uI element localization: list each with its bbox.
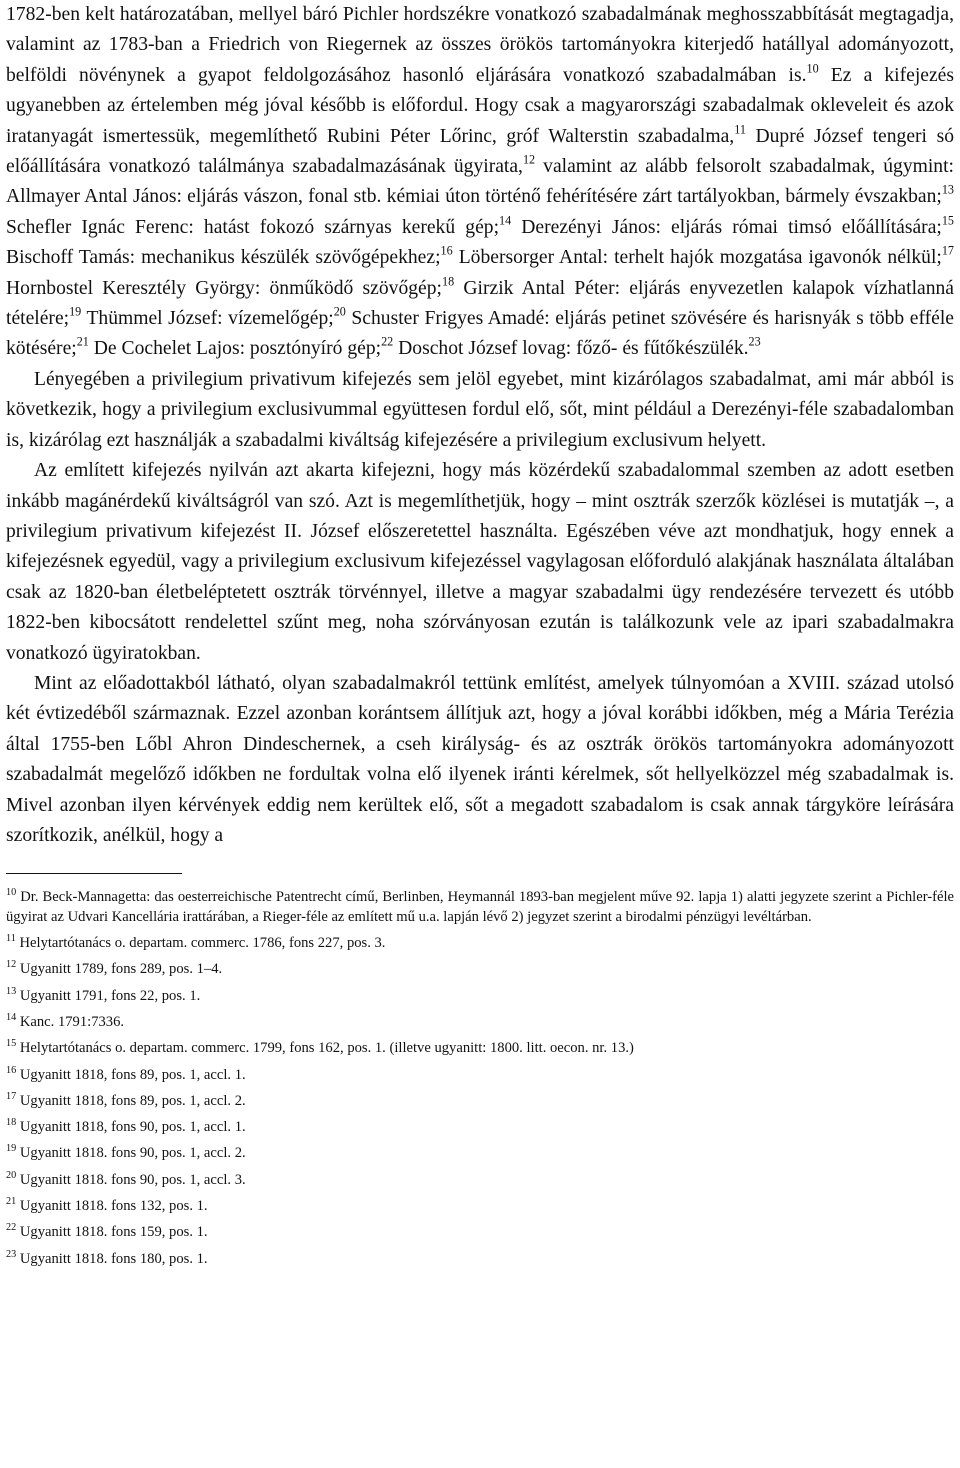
footnote — [6, 1223, 954, 1242]
footnote-ref: 15 — [941, 213, 954, 228]
footnote — [6, 1197, 954, 1216]
paragraph-text: Dupré József tengeri só előállítására vonatkozó találmánya szabadalmazásának ügyirata, — [6, 125, 954, 178]
footnote-number: 17 — [6, 1090, 17, 1102]
footnote-number: 11 — [6, 932, 16, 944]
footnote-ref: 22 — [381, 334, 394, 349]
paragraph-text: Schuster Frigyes Amadé: eljárás petinet szövésére és harisnyák s több efféle kötésére; — [6, 308, 954, 360]
footnote-number: 21 — [6, 1195, 17, 1207]
footnote-number: 13 — [6, 985, 17, 997]
footnote-text: Ugyanitt 1818. fons 90, pos. 1, accl. 2. — [16, 1145, 246, 1162]
footnote-ref: 13 — [941, 182, 954, 197]
paragraph-text: Doschot József lovag: főző- és fűtőkészülék. — [393, 338, 749, 360]
paragraph — [6, 456, 954, 669]
footnote — [6, 934, 954, 953]
footnote — [6, 1013, 954, 1032]
footnote-ref: 16 — [440, 243, 453, 258]
footnote-text: Ugyanitt 1818. fons 90, pos. 1, accl. 3. — [16, 1171, 246, 1188]
footnote-text: Ugyanitt 1818. fons 159, pos. 1. — [16, 1224, 208, 1241]
footnote-text: Ugyanitt 1791, fons 22, pos. 1. — [16, 987, 201, 1004]
footnote — [6, 1039, 954, 1058]
paragraph-text: Ez a kifejezés ugyanebben az értelemben még jóval később is előfordul. Hogy csak a magyarországi szabadalmak okleveleit és azok iratanyagát ismertessük, megemlíthető Rubini Péter Lőrinc, gróf Walterstin szabadalma, — [6, 64, 954, 147]
footnote-text: Ugyanitt 1818, fons 89, pos. 1, accl. 1. — [16, 1066, 246, 1083]
footnote-text: Kanc. 1791:7336. — [16, 1013, 125, 1030]
footnote-number: 14 — [6, 1011, 17, 1023]
paragraph-text: De Cochelet Lajos: posztónyíró gép; — [88, 338, 382, 360]
footnote-number: 12 — [6, 959, 17, 971]
footnote — [6, 987, 954, 1006]
footnote-number: 22 — [6, 1222, 17, 1234]
footnote-number: 20 — [6, 1169, 17, 1181]
footnote-number: 18 — [6, 1117, 17, 1129]
footnote — [6, 1144, 954, 1163]
body-text — [6, 0, 954, 851]
footnote-number: 10 — [6, 887, 17, 899]
footnote — [6, 960, 954, 979]
paragraph — [6, 669, 954, 851]
paragraph-text: Lényegében a privilegium privativum kifejezés sem jelöl egyebet, mint kizárólagos szabadalmat, ami már abból is következik, hogy a privilegium exclusivummal együttesen fordul elő, sőt, mint például a Derezényi-féle szabadalomban is, kizárólag ezt használják a szabadalmi kiváltság kifejezésére a privilegium exclusivum helyett. — [6, 368, 954, 451]
footnote-text: Dr. Beck-Mannagetta: das oesterreichische Patentrecht című, Berlinben, Heymannál 1893-ban megjelent műve 92. lapja 1) alatti jegyzete szerint a Pichler-féle ügyirat az Udvari Kancellária irattárában, a Rieger-féle az említett mű u.a. lapján lévő 2) jegyzet szerint a birodalmi pénzügyi levéltárban. — [6, 889, 954, 925]
paragraph-text: Löbersorger Antal: terhelt hajók mozgatása igavonók nélkül; — [452, 247, 942, 269]
footnote — [6, 888, 954, 927]
footnotes — [6, 888, 954, 1269]
footnote-number: 23 — [6, 1248, 17, 1260]
footnote-number: 15 — [6, 1038, 17, 1050]
footnote-ref: 19 — [69, 304, 82, 319]
paragraph-text: Hornbostel Keresztély György: önműködő szövőgép; — [6, 277, 442, 299]
footnote-ref: 23 — [748, 334, 761, 349]
footnote — [6, 1250, 954, 1269]
footnote-text: Helytartótanács o. departam. commerc. 1786, fons 227, pos. 3. — [15, 935, 386, 952]
paragraph — [6, 365, 954, 456]
footnote-ref: 11 — [734, 121, 746, 136]
paragraph-text: 1782-ben kelt határozatában, mellyel báró Pichler hordszékre vonatkozó szabadalmának meghosszabbítását megtagadja, valamint az 1783-ban a Friedrich von Riegernek az összes örökös tartományokra kiterjedő hatállyal adományozott, belföldi növénynek a gyapot feldolgozásához hasonló eljárására vonatkozó szabadalmában is. — [6, 4, 954, 86]
footnote — [6, 1092, 954, 1111]
footnote-number: 19 — [6, 1143, 17, 1155]
footnote-separator — [6, 873, 182, 874]
footnote — [6, 1171, 954, 1190]
paragraph-text: Derezényi János: eljárás római timsó előállítására; — [511, 216, 942, 238]
footnote-text: Ugyanitt 1818, fons 89, pos. 1, accl. 2. — [16, 1092, 246, 1109]
footnote-ref: 18 — [442, 273, 455, 288]
footnote-number: 16 — [6, 1064, 17, 1076]
paragraph-text: valamint az alább felsorolt szabadalmak, úgymint: Allmayer Antal János: eljárás vászon, fonal stb. kémiai úton történő fehérítésére zárt tartályokban, bármely évszakban; — [6, 156, 954, 208]
footnote-ref: 14 — [499, 213, 512, 228]
paragraph-text: Az említett kifejezés nyilván azt akarta kifejezni, hogy más közérdekű szabadalommal szemben az adott esetben inkább magánérdekű kiváltságról van szó. Azt is megemlíthetjük, hogy – mint osztrák szerzők közlései is mutatják –, a privilegium privativum kifejezést II. József előszeretettel használta. Egészében véve azt mondhatjuk, hogy ennek a kifejezésnek egyedül, vagy a privilegium exclusivum kifejezéssel vagylagosan előforduló alakjának használata általában csak az 1820-ban életbeléptetett osztrák törvénnyel, illetve a magyar szabadalmi ügy rendezésére tervezett és utóbb 1822-ben kibocsátott rendelettel szűnt meg, noha szórványosan ezután is találkozunk vele az ipari szabadalmakra vonatkozó ügyiratokban. — [6, 460, 954, 664]
footnote-text: Ugyanitt 1818, fons 90, pos. 1, accl. 1. — [16, 1119, 246, 1136]
paragraph — [6, 0, 954, 365]
footnote — [6, 1118, 954, 1137]
footnote-ref: 21 — [76, 334, 89, 349]
paragraph-text: Mint az előadottakból látható, olyan szabadalmakról tettünk említést, amelyek túlnyomóan a XVIII. század utolsó két évtizedéből származnak. Ezzel azonban korántsem állítjuk azt, hogy a jóval korábbi időkben, még a Mária Terézia által 1755-ben Lőbl Ahron Dindeschernek, a cseh királyság- és az osztrák örökös tartományokra adományozott szabadalmát megelőző időkben ne fordultak volna elő ilyenek iránti kérelmek, sőt hellyelközzel még szabadalmak is. Mivel azonban ilyen kérvények eddig nem kerültek elő, sőt a megadott szabadalom is csak annak tárgyköre leírására szorítkozik, anélkül, hogy a — [6, 672, 954, 846]
footnote-ref: 20 — [333, 304, 346, 319]
footnote-ref: 10 — [806, 61, 819, 76]
footnote — [6, 1066, 954, 1085]
paragraph-text: Girzik Antal Péter: eljárás enyvezetlen kalapok vízhatlanná tételére; — [6, 277, 955, 330]
paragraph-text: Schefler Ignác Ferenc: hatást fokozó szárnyas kerekű gép; — [6, 216, 500, 238]
footnote-text: Helytartótanács o. departam. commerc. 1799, fons 162, pos. 1. (illetve ugyanitt: 1800. litt. oecon. nr. 13.) — [16, 1040, 634, 1057]
footnote-text: Ugyanitt 1818. fons 132, pos. 1. — [16, 1198, 208, 1215]
paragraph-text: Thümmel József: vízemelőgép; — [81, 308, 334, 330]
footnote-text: Ugyanitt 1789, fons 289, pos. 1–4. — [16, 961, 223, 978]
paragraph-text: Bischoff Tamás: mechanikus készülék szövőgépekhez; — [6, 247, 441, 269]
footnote-ref: 17 — [941, 243, 954, 258]
footnote-text: Ugyanitt 1818. fons 180, pos. 1. — [16, 1250, 208, 1267]
footnote-ref: 12 — [522, 152, 536, 167]
